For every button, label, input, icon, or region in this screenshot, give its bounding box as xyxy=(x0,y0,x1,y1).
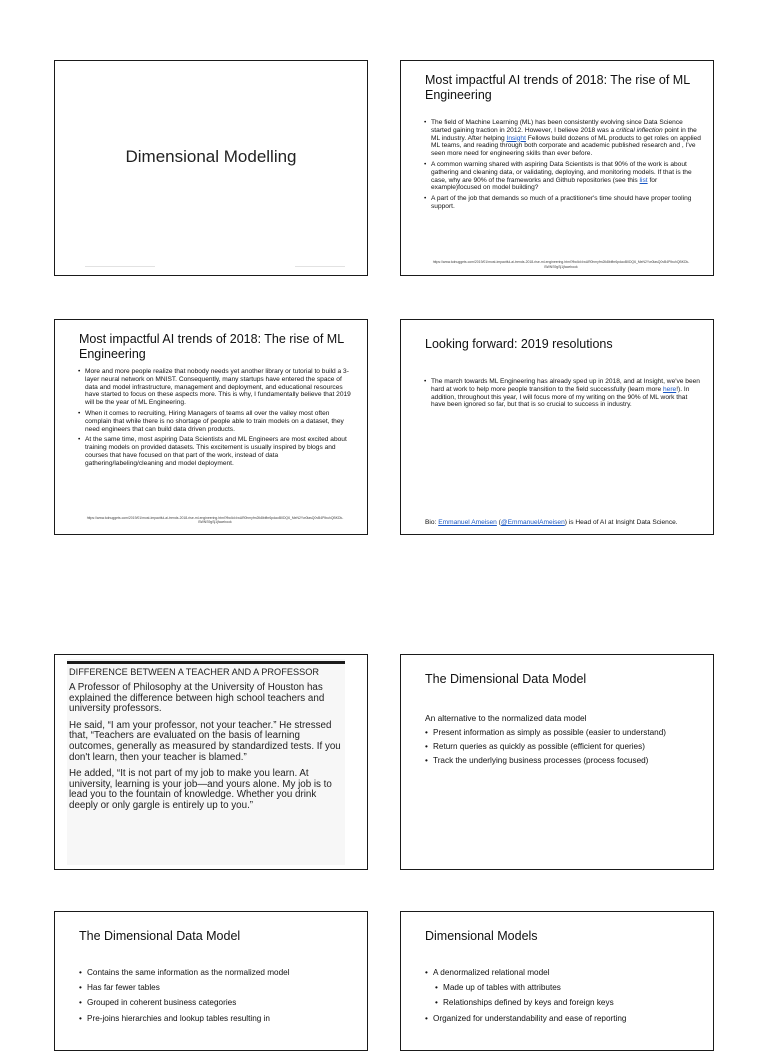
bullet: • Has far fewer tables xyxy=(79,983,355,994)
slide-ml-engineering-1[interactable] xyxy=(400,60,714,276)
slide-title: Looking forward: 2019 resolutions xyxy=(425,337,613,351)
slide-dimensional-data-model[interactable] xyxy=(400,654,714,870)
here-link[interactable]: here xyxy=(663,385,677,393)
bullet: • The march towards ML Engineering has already sped up in 2018, and at Insight, we've been hard at work to help more people transition to the field successfully (learn more here!). In addition, throughout this year, I will focus more of my writing on the 90% of ML work that have been ignored so far, but that is so crucial to success in industry. xyxy=(423,378,701,409)
list-link[interactable]: list xyxy=(639,176,648,184)
bullet: • Contains the same information as the normalized model xyxy=(79,968,355,979)
quote-paragraph: He said, “I am your professor, not your teacher.” He stressed that, “Teachers are evaluated on the basis of learning outcomes, generally as measured by standardized tests. If you don't learn, then your teacher is blamed.” xyxy=(69,719,341,763)
source-url[interactable]: https://www.kdnuggets.com/2019/01/most-impactful-ai-trends-2018-rise-ml-engineering.html?fbclid=IwAR0hmyfm2ik8bifbr6pdaoBIIDQ6_MeN2Yw0lasQ0vB4PlbuhQBKDk-BWNS9gSj1jfacebook xyxy=(86,516,344,525)
author-bio: Bio: Emmanuel Ameisen (@EmmanuelAmeisen) is Head of AI at Insight Data Science. xyxy=(425,519,678,526)
bullet: • A part of the job that demands so much of a practitioner's time should have proper tooling support. xyxy=(423,195,701,211)
insight-link[interactable]: Insight xyxy=(506,134,526,142)
slide-teacher-vs-professor[interactable] xyxy=(54,654,368,870)
sub-bullet: • Made up of tables with attributes xyxy=(425,983,701,994)
quote-image xyxy=(67,659,345,865)
slide-body xyxy=(425,728,701,769)
slide-intro: An alternative to the normalized data model xyxy=(425,713,587,723)
sub-bullet: • Relationships defined by keys and foreign keys xyxy=(425,998,701,1009)
slide-body xyxy=(423,378,701,412)
bullet: • When it comes to recruiting, Hiring Managers of teams all over the valley most often complain that while there is no shortage of people able to train models on a dataset, they need engineers that can build data driven products. xyxy=(77,410,355,433)
bullet: • More and more people realize that nobody needs yet another library or tutorial to build a 3-layer neural network on MNIST. Consequently, many startups have entered the space of data and model infrastructure, management and deployment, and educational resources have started to focus on these aspects more. This is why, I fundamentally believe that 2019 will be the year of ML Engineering. xyxy=(77,368,355,407)
slide-dimensional-data-model-2[interactable] xyxy=(54,911,368,1051)
bullet: • Organized for understandability and ease of reporting xyxy=(425,1014,701,1025)
quote-paragraph: A Professor of Philosophy at the University of Houston has explained the difference between high school teachers and university professors. xyxy=(69,682,325,715)
slide-title: Most impactful AI trends of 2018: The rise of ML Engineering xyxy=(425,73,690,102)
bullet: • A denormalized relational model xyxy=(425,968,701,979)
slide-title: The Dimensional Data Model xyxy=(79,929,241,943)
slide-title: Most impactful AI trends of 2018: The rise of ML Engineering xyxy=(79,332,344,361)
slide-2019-resolutions[interactable] xyxy=(400,319,714,535)
quote-heading: DIFFERENCE BETWEEN A TEACHER AND A PROFESSOR xyxy=(69,667,319,677)
bullet: • A common warning shared with aspiring Data Scientists is that 90% of the work is about gathering and cleaning data, or validating, deploying, and monitoring models. If that is the case, why are 90% of the frameworks and Github repositories (see this list for example)focused on model building? xyxy=(423,161,701,192)
quote-paragraph: He added, “It is not part of my job to make you learn. At university, learning is your job—and yours alone. My job is to lead you to the fountain of knowledge. Whether you drink deeply or only gargle is entirely up to you.” xyxy=(69,768,332,811)
author-link[interactable]: Emmanuel Ameisen xyxy=(438,519,497,526)
slide-title: Dimensional Modelling xyxy=(125,147,297,166)
slide-title: Dimensional Models xyxy=(425,929,538,943)
footer-divider xyxy=(85,266,155,267)
slide-body xyxy=(423,119,701,214)
bullet: • Pre-joins hierarchies and lookup tables resulting in xyxy=(79,1014,355,1025)
slide-title: The Dimensional Data Model xyxy=(425,672,587,686)
slide-dimensional-models[interactable] xyxy=(400,911,714,1051)
bullet: • Grouped in coherent business categories xyxy=(79,998,355,1009)
quote-top-rule xyxy=(67,661,345,664)
twitter-link[interactable]: @EmmanuelAmeisen xyxy=(500,519,565,526)
bullet: • The field of Machine Learning (ML) has been consistently evolving since Data Science started gaining traction in 2012. However, I believe 2018 was a critical inflection point in the ML industry. After helping Insight Fellows build dozens of ML products to get roles on applied ML teams, and reading through both corporate and academic published research and , I've seen more need for engineering skills than ever before. xyxy=(423,119,701,158)
bullet: • At the same time, most aspiring Data Scientists and ML Engineers are most excited about training models on provided datasets. This excitement is usually inspired by blogs and courses that have focused on that part of the work, instead of data gathering/labeling/cleaning and model deployment. xyxy=(77,436,355,467)
slide-body xyxy=(79,968,355,1029)
slide-dimensional-modelling[interactable] xyxy=(54,60,368,276)
slide-ml-engineering-2[interactable] xyxy=(54,319,368,535)
bullet: • Track the underlying business processes (process focused) xyxy=(425,756,701,767)
slide-body xyxy=(77,368,355,471)
footer-divider xyxy=(295,266,345,267)
slide-body xyxy=(425,968,701,1029)
bullet: • Present information as simply as possible (easier to understand) xyxy=(425,728,701,739)
bullet: • Return queries as quickly as possible (efficient for queries) xyxy=(425,742,701,753)
source-url[interactable]: https://www.kdnuggets.com/2019/01/most-impactful-ai-trends-2018-rise-ml-engineering.html?fbclid=IwAR0hmyfm2ik8bifbr6pdaoBIIDQ6_MeN2Yw0lasQ0vB4PlbuhQBKDk-BWNS9gSj1jfacebook xyxy=(432,260,690,269)
